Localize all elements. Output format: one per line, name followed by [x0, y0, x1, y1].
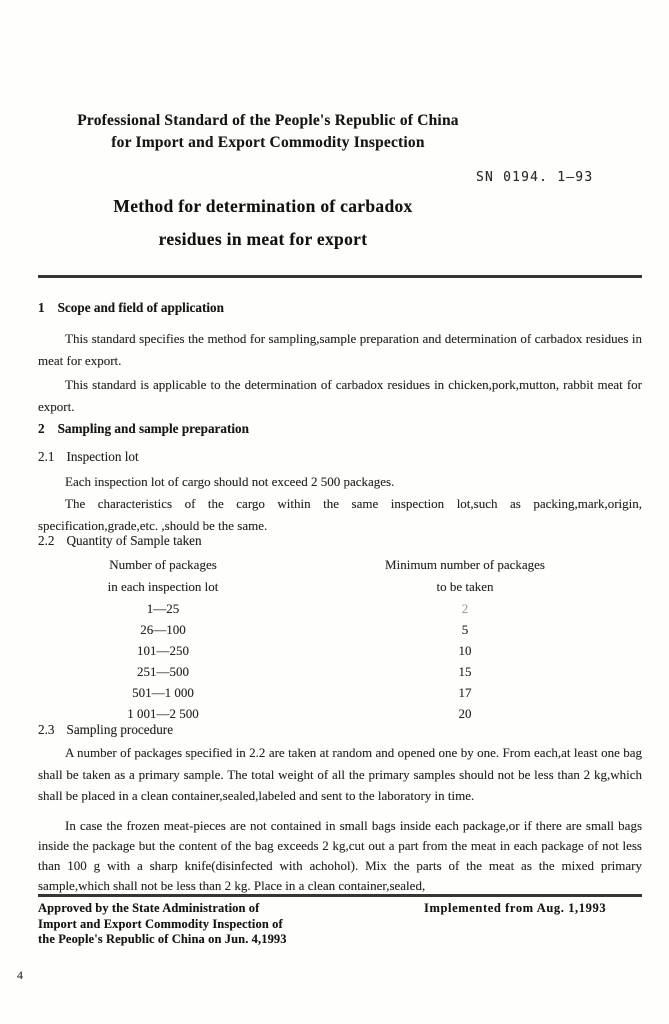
packages-range: 251—500 [137, 664, 189, 679]
sample-quantity-table [38, 554, 642, 724]
packages-range: 501—1 000 [132, 685, 194, 700]
section2-title: Sampling and sample preparation [57, 421, 249, 436]
min-packages: 10 [458, 643, 472, 658]
footer-approval-note [38, 901, 287, 948]
table-header-row-2 [38, 576, 642, 598]
section2-number: 2 [38, 421, 45, 436]
packages-range: 26—100 [140, 622, 186, 637]
document-title-line2: residues in meat for export [158, 229, 368, 249]
section2-1-title: Inspection lot [66, 449, 139, 464]
footer-implemented-note: Implemented from Aug. 1,1993 [424, 901, 607, 915]
section2-1-number: 2.1 [38, 449, 55, 464]
table-row [38, 598, 642, 619]
section2-3-title: Sampling procedure [66, 722, 174, 737]
section1-heading [38, 300, 224, 316]
document-title [38, 190, 488, 256]
standard-header-line2: for Import and Export Commodity Inspection [111, 134, 425, 151]
section1-paragraph1: This standard specifies the method for sampling,sample preparation and determination of carbadox residues in meat for export. [38, 331, 642, 368]
min-packages: 5 [461, 622, 469, 637]
header-divider-rule [38, 275, 642, 278]
section1-number: 1 [38, 300, 45, 315]
section2-1-paragraph1: Each inspection lot of cargo should not exceed 2 500 packages. [65, 474, 395, 489]
section2-1-paragraph2: The characteristics of the cargo within the same inspection lot,such as packing,mark,origin, specification,grade,etc. ,should be the same. [38, 496, 642, 533]
standard-number: SN 0194. 1—93 [476, 170, 594, 185]
section2-1-heading [38, 449, 139, 465]
page-number: 4 [17, 968, 23, 982]
footer-approval-line2: Import and Export Commodity Inspection of [38, 916, 283, 931]
standard-header [38, 110, 498, 154]
col1-header-line1: Number of packages [109, 557, 217, 572]
packages-range: 101—250 [137, 643, 189, 658]
col1-header-line2: in each inspection lot [107, 579, 219, 594]
footer-approval-line1: Approved by the State Administration of [38, 901, 260, 915]
section2-3-paragraph2: In case the frozen meat-pieces are not contained in small bags inside each package,or if there are small bags inside the package but the content of the bag exceeds 2 kg,cut out a part from the meat in each package of not less than 100 g with a sharp knife(disinfected with achohol). Mix the parts of the meat as the mixed primary sample,which shall not be less than 2 kg. Place in a clean container,sealed, [38, 818, 642, 893]
document-title-line1: Method for determination of carbadox [113, 196, 413, 216]
min-packages: 2 [461, 601, 469, 616]
col2-header-line2: to be taken [436, 579, 494, 594]
table-row [38, 619, 642, 640]
packages-range: 1 001—2 500 [127, 706, 199, 721]
section2-2-number: 2.2 [38, 533, 55, 548]
section2-2-heading [38, 533, 202, 549]
packages-range: 1—25 [146, 601, 180, 616]
section1-paragraph2: This standard is applicable to the determination of carbadox residues in chicken,pork,mutton, rabbit meat for export. [38, 377, 642, 414]
min-packages: 17 [458, 685, 472, 700]
table-header-row-1 [38, 554, 642, 576]
section1-title: Scope and field of application [57, 300, 224, 315]
standard-header-line1: Professional Standard of the People's Republic of China [77, 112, 459, 129]
col2-header-line1: Minimum number of packages [385, 557, 545, 572]
min-packages: 20 [458, 706, 472, 721]
table-row [38, 661, 642, 682]
section2-2-title: Quantity of Sample taken [66, 533, 202, 548]
table-row [38, 703, 642, 724]
footer-divider-rule [38, 894, 642, 897]
section2-3-paragraph1: A number of packages specified in 2.2 are taken at random and opened one by one. From each,at least one bag shall be taken as a primary sample. The total weight of all the primary samples should not be less than 2 kg,which shall be placed in a clean container,sealed,labeled and sent to the laboratory in time. [38, 745, 642, 803]
section2-3-number: 2.3 [38, 722, 55, 737]
min-packages: 15 [458, 664, 472, 679]
section2-3-heading [38, 722, 173, 738]
table-row [38, 640, 642, 661]
footer-approval-line3: the People's Republic of China on Jun. 4,1993 [38, 932, 287, 946]
section2-heading [38, 421, 249, 437]
table-row [38, 682, 642, 703]
